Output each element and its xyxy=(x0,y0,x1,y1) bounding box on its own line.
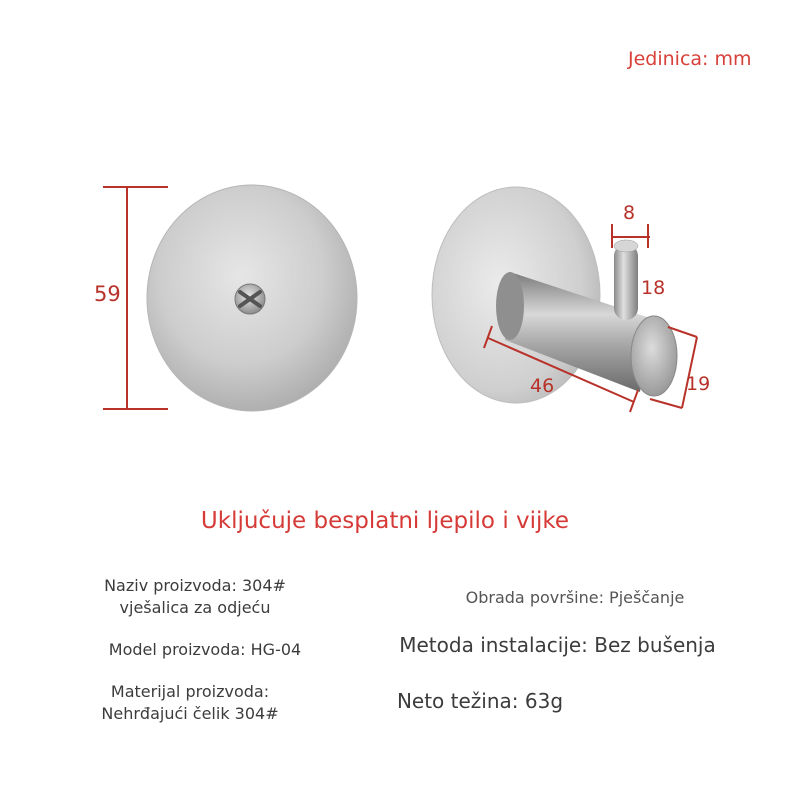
spec-product-name-line2: vješalica za odjeću xyxy=(119,598,271,617)
spec-net-weight: Neto težina: 63g xyxy=(396,689,564,713)
pin-width-label: 8 xyxy=(623,202,636,224)
spec-surface-finish: Obrada površine: Pješčanje xyxy=(465,588,685,607)
spec-product-material xyxy=(70,681,310,725)
spec-installation-method: Metoda instalacije: Bez bušenja xyxy=(399,633,716,657)
arm-diameter-label: 19 xyxy=(686,373,711,395)
pin-height-label: 18 xyxy=(641,277,666,299)
spec-product-name-line1: Naziv proizvoda: 304# xyxy=(104,576,286,595)
units-label: Jedinica: mm xyxy=(628,48,752,70)
plate-diameter-label: 59 xyxy=(94,282,121,306)
spec-material-line2: Nehrđajući čelik 304# xyxy=(101,704,279,723)
spec-product-name xyxy=(70,575,320,619)
arm-length-label: 46 xyxy=(530,375,555,397)
spec-product-model: Model proizvoda: HG-04 xyxy=(108,640,302,659)
plate-front-view xyxy=(147,185,357,411)
included-accessories-headline: Uključuje besplatni ljepilo i vijke xyxy=(200,508,570,534)
spec-material-line1: Materijal proizvoda: xyxy=(110,682,270,701)
screw-icon xyxy=(235,284,265,314)
product-dimension-drawing xyxy=(0,160,800,460)
